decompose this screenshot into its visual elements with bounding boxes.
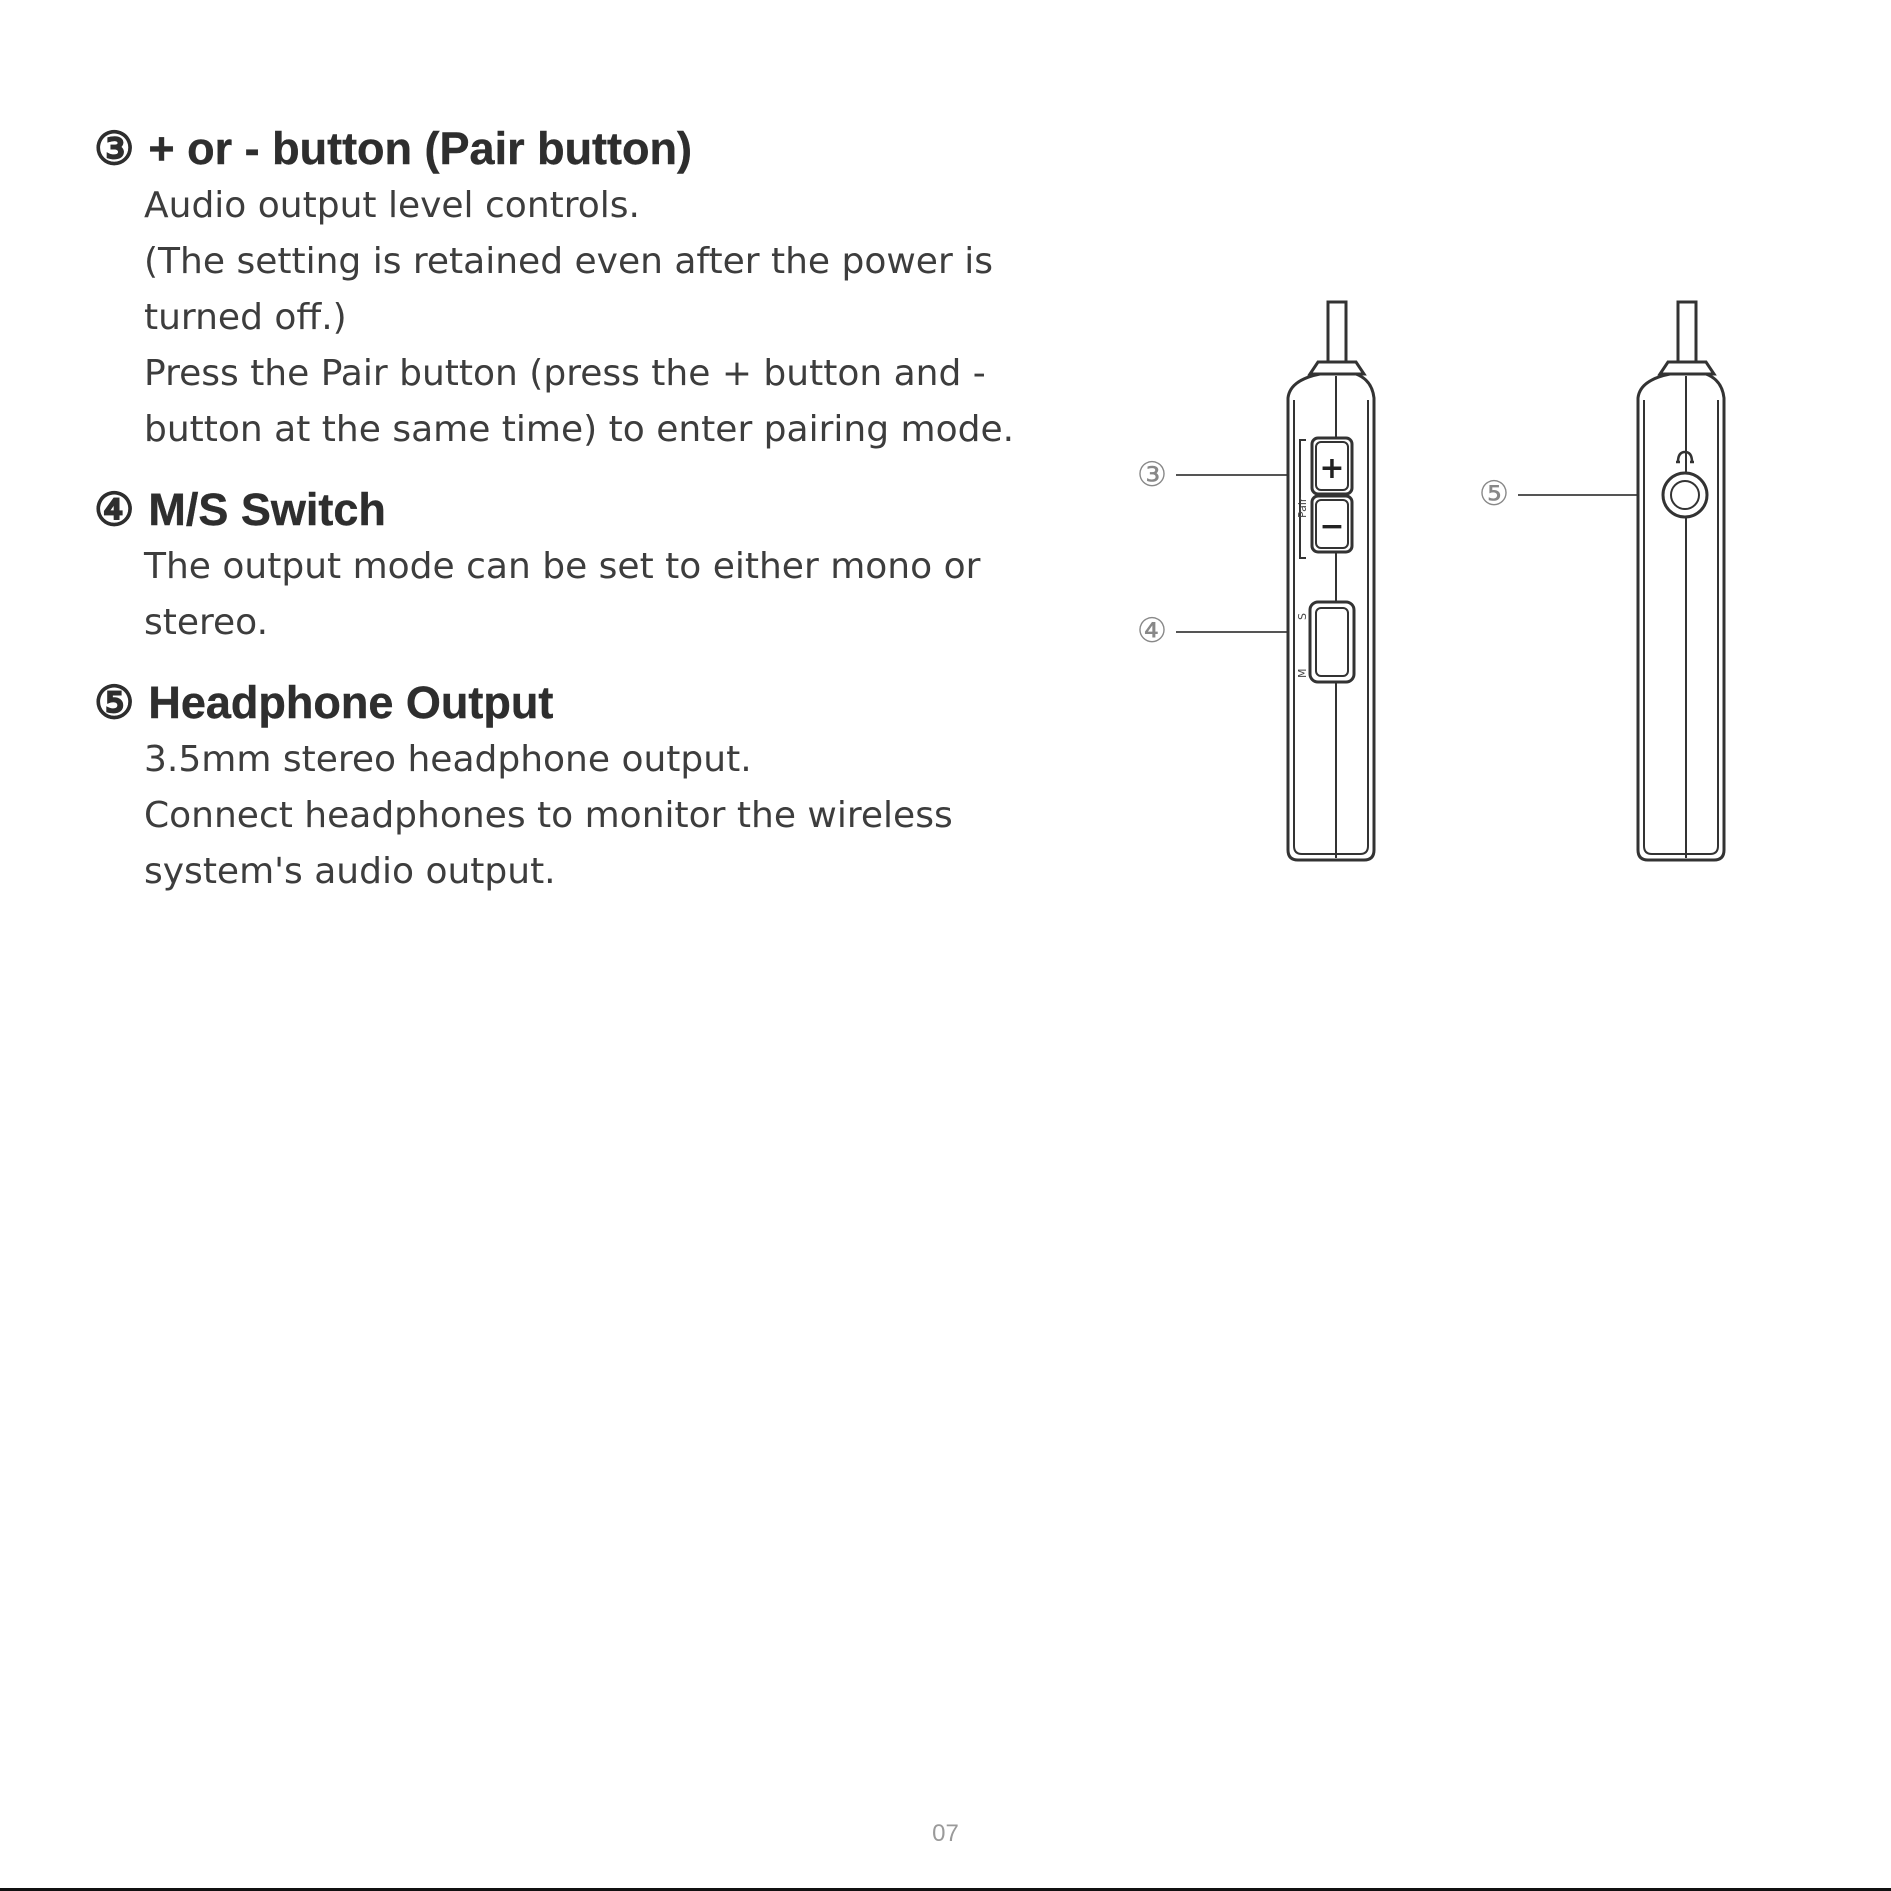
- callout-4: ④: [1136, 611, 1168, 651]
- section-title: + or - button (Pair button): [148, 123, 692, 174]
- device-side-view: [1288, 302, 1374, 860]
- section-title: M/S Switch: [148, 484, 386, 535]
- device-diagram: [1120, 290, 1760, 870]
- device-body: [1638, 374, 1724, 860]
- body-line: system's audio output.: [144, 851, 556, 892]
- callout-5: ⑤: [1478, 474, 1510, 514]
- section-heading: [94, 676, 1054, 730]
- body-line: 3.5mm stereo headphone output.: [144, 739, 752, 780]
- switch-m-label: M: [1296, 668, 1309, 678]
- ms-switch: [1316, 608, 1348, 676]
- device-cable: [1328, 302, 1346, 362]
- section-heading: [94, 122, 1054, 176]
- section-title: Headphone Output: [148, 677, 554, 728]
- section-number: ⑤: [94, 677, 135, 728]
- body-line: (The setting is retained even after the power is: [144, 241, 993, 282]
- headphone-jack-inner: [1671, 481, 1699, 509]
- body-line: Press the Pair button (press the + button and -: [144, 353, 986, 394]
- device-cable: [1678, 302, 1696, 362]
- section-number: ④: [94, 484, 135, 535]
- body-line: Connect headphones to monitor the wireless: [144, 795, 953, 836]
- switch-s-label: S: [1296, 613, 1309, 620]
- body-line: stereo.: [144, 602, 269, 643]
- page-number: 07: [932, 1820, 959, 1847]
- section-ms-switch: [94, 483, 1054, 651]
- callout-3: ③: [1136, 455, 1168, 495]
- section-heading: [94, 483, 1054, 537]
- device-strain-relief: [1660, 362, 1714, 374]
- device-rear-view: [1638, 302, 1724, 860]
- device-strain-relief: [1310, 362, 1364, 374]
- body-line: turned off.): [144, 297, 347, 338]
- section-pair-button: [94, 122, 1054, 458]
- minus-symbol: −: [1319, 509, 1345, 544]
- body-line: Audio output level controls.: [144, 185, 640, 226]
- plus-symbol: +: [1319, 451, 1345, 486]
- section-headphone-output: [94, 676, 1054, 900]
- pair-label: Pair: [1296, 497, 1309, 518]
- body-line: The output mode can be set to either mono or: [144, 546, 981, 587]
- section-number: ③: [94, 123, 135, 174]
- body-line: button at the same time) to enter pairing mode.: [144, 409, 1015, 450]
